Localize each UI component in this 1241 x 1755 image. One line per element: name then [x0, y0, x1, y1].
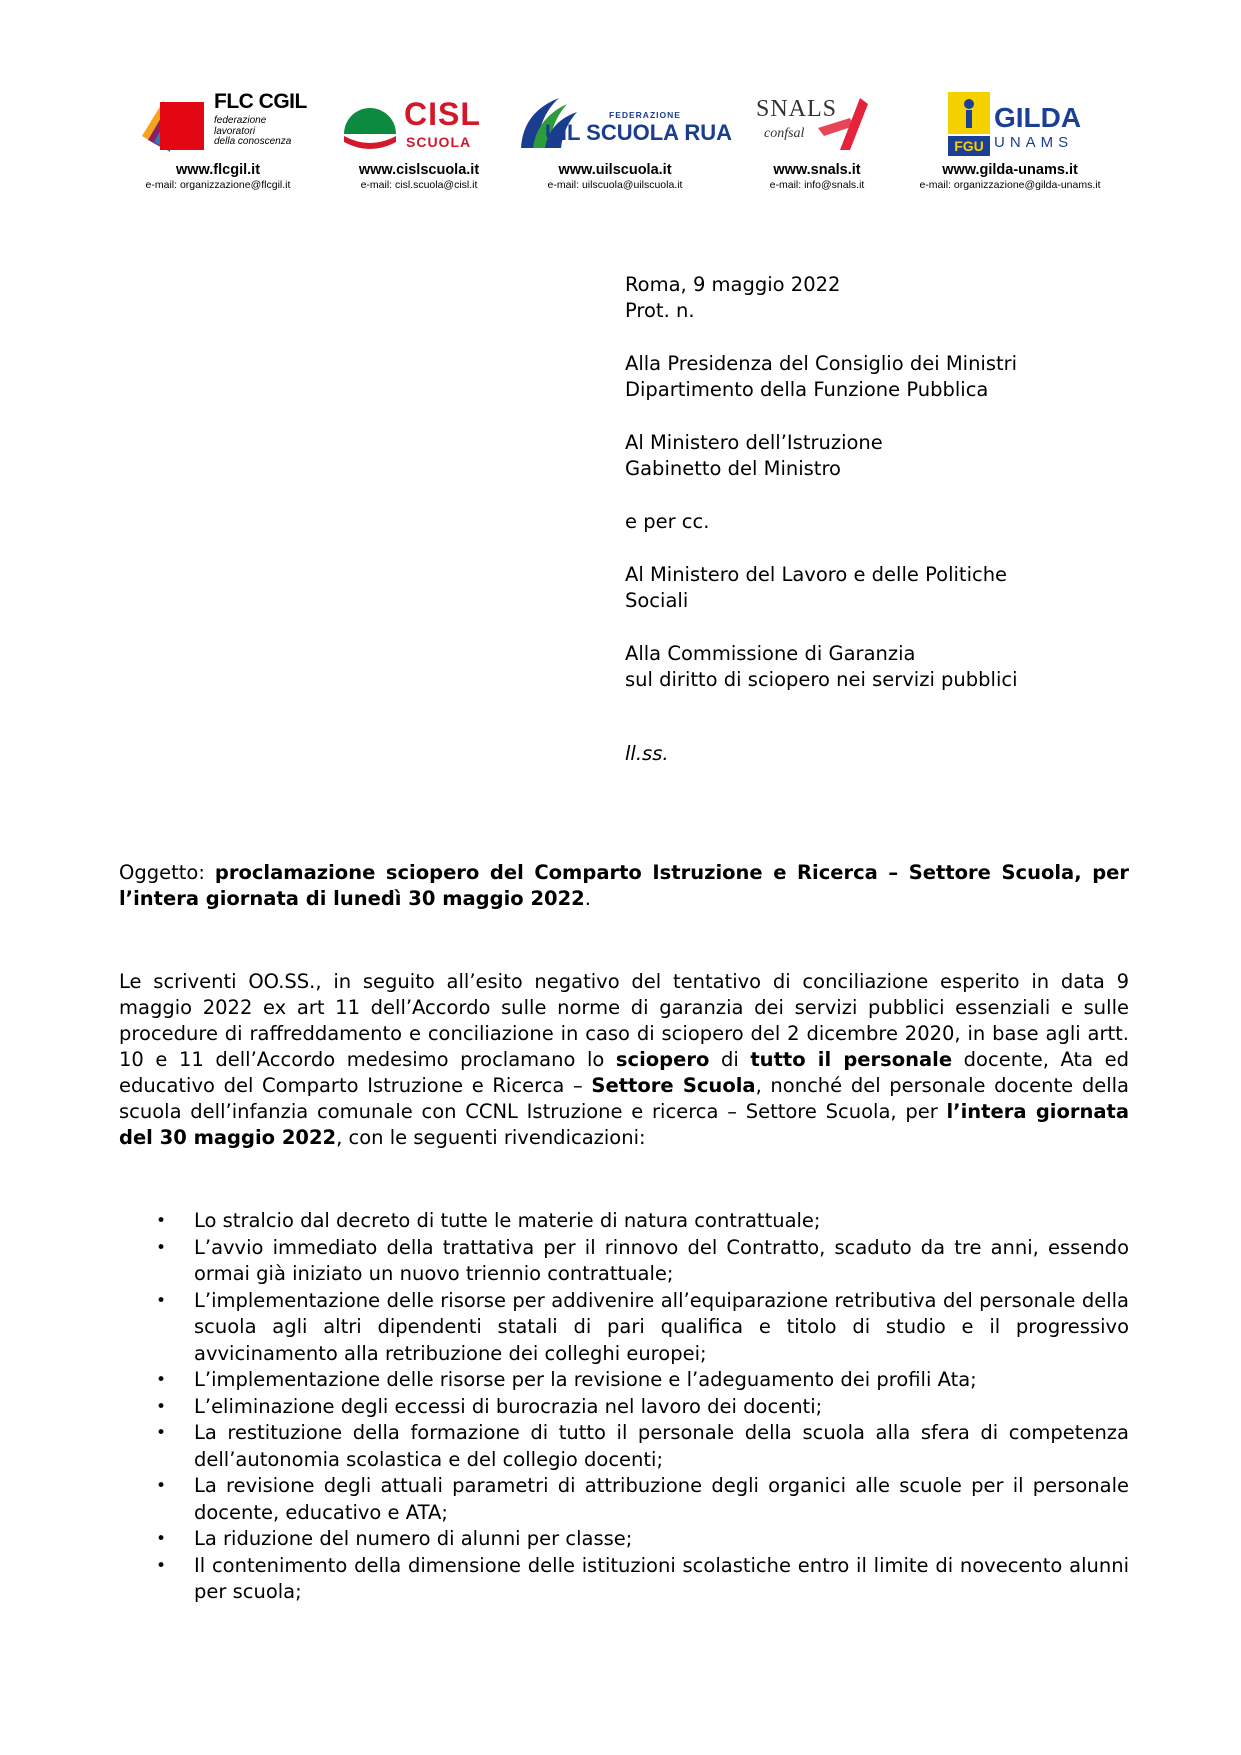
flcgil-title: FLC CGIL [214, 90, 307, 113]
list-item: • La restituzione della formazione di tutto il personale della scuola alla sfera di competenza dell’autonomia scolastica e del collegio docenti; [119, 1420, 1129, 1473]
snals-website[interactable]: www.snals.it [773, 162, 861, 178]
cisl-title: CISL [404, 96, 481, 132]
list-item: • La riduzione del numero di alunni per classe; [119, 1526, 1129, 1553]
subject-text: proclamazione sciopero del Comparto Istruzione e Ricerca – Settore Scuola, per l’intera giornata di lunedì 30 maggio 2022 [119, 861, 1129, 910]
recipient-presidenza-dept: Dipartimento della Funzione Pubblica [625, 378, 989, 401]
cisl-logo-icon [342, 98, 398, 154]
bold-sciopero: sciopero [615, 1048, 710, 1071]
place-date: Roma, 9 maggio 2022 [625, 273, 841, 296]
flcgil-website[interactable]: www.flcgil.it [175, 162, 261, 178]
bold-intera-giornata: l’intera giornata del 30 maggio 2022 [119, 1100, 1129, 1149]
logo-cisl [334, 84, 504, 192]
logo-uil [515, 84, 732, 192]
cc-label: e per cc. [625, 510, 710, 533]
recipient-ministero-lavoro: Al Ministero del Lavoro e delle Politiche [625, 563, 1008, 586]
addressee-block [625, 272, 1125, 767]
recipient-commissione: Alla Commissione di Garanzia [625, 642, 916, 665]
list-item: • L’implementazione delle risorse per la revisione e l’adeguamento dei profili Ata; [119, 1367, 1129, 1394]
protocol-number: Prot. n. [625, 299, 695, 322]
list-item: • Lo stralcio dal decreto di tutte le materie di natura contrattuale; [119, 1208, 1129, 1235]
body-paragraph: Le scriventi OO.SS., in seguito all’esito negativo del tentativo di conciliazione esperito in data 9 maggio 2022 ex art 11 dell’Accordo sulle norme di garanzia dei servizi pubblici essenziali e sulle procedure di raffreddamento e conciliazione in caso di sciopero del 2 dicembre 2020, in base agli artt. 10 e 11 dell’Accordo medesimo proclamano lo sciopero di tutto il personale docente, Ata ed educativo del Comparto Istruzione e Ricerca – Settore Scuola, nonché del personale docente della scuola dell’infanzia comunale con CCNL Istruzione e ricerca – Settore Scuola, per l’intera giornata del 30 maggio 2022, con le seguenti rivendicazioni: [119, 970, 1130, 1149]
cisl-subtitle: SCUOLA [406, 134, 472, 150]
list-item: • Il contenimento della dimensione delle istituzioni scolastiche entro il limite di novecento alunni per scuola; [119, 1553, 1129, 1606]
subject-line [119, 860, 1129, 912]
list-item: • L’implementazione delle risorse per addivenire all’equiparazione retributiva del personale della scuola agli altri dipendenti statali di pari qualifica e titolo di studio e il progressivo avvicinamento alla retribuzione dei colleghi europei; [119, 1288, 1129, 1368]
gilda-email[interactable]: e-mail: organizzazione@gilda-unams.it [919, 179, 1101, 191]
uil-email[interactable]: e-mail: uilscuola@uilscuola.it [547, 179, 683, 191]
subject-end: . [584, 887, 591, 910]
subject-label: Oggetto: [119, 861, 205, 884]
bold-tutto-il-personale: tutto il personale [750, 1048, 953, 1071]
logo-flcgil [118, 84, 318, 192]
flcgil-email[interactable]: e-mail: organizzazione@flcgil.it [145, 179, 291, 191]
logo-gilda [910, 84, 1110, 192]
uil-website[interactable]: www.uilscuola.it [558, 162, 672, 178]
snals-subtitle: confsal [764, 126, 805, 141]
gilda-title: GILDA [994, 102, 1082, 133]
cisl-website[interactable]: www.cislscuola.it [358, 162, 480, 178]
closing-llss: ll.ss. [625, 742, 669, 765]
gilda-mark-text: FGU [954, 138, 984, 154]
list-item: • La revisione degli attuali parametri di attribuzione degli organici alle scuole per il personale docente, educativo e ATA; [119, 1473, 1129, 1526]
logo-snals [752, 84, 882, 192]
flcgil-subtitle: federazione lavoratori della conoscenza [214, 115, 292, 147]
bold-settore-scuola: Settore Scuola [591, 1074, 756, 1097]
uil-title: UIL SCUOLA RUA [545, 120, 732, 145]
gilda-subtitle: UNAMS [994, 134, 1074, 151]
snals-title: SNALS [756, 96, 838, 122]
recipient-ministero-istruzione: Al Ministero dell’Istruzione [625, 431, 883, 454]
flcgil-logo-icon [138, 96, 206, 152]
snals-logo-icon [810, 94, 872, 152]
snals-email[interactable]: e-mail: info@snals.it [769, 179, 865, 191]
list-item: • L’eliminazione degli eccessi di burocrazia nel lavoro dei docenti; [119, 1394, 1129, 1421]
recipient-gabinetto: Gabinetto del Ministro [625, 457, 841, 480]
claims-list [119, 1208, 1129, 1606]
recipient-commissione-cont: sul diritto di sciopero nei servizi pubblici [625, 668, 1018, 691]
cisl-email[interactable]: e-mail: cisl.scuola@cisl.it [360, 179, 478, 191]
uil-federazione: FEDERAZIONE [609, 110, 681, 120]
recipient-ministero-lavoro-cont: Sociali [625, 589, 689, 612]
gilda-website[interactable]: www.gilda-unams.it [942, 162, 1078, 178]
list-item: • L’avvio immediato della trattativa per il rinnovo del Contratto, scaduto da tre anni, essendo ormai già iniziato un nuovo triennio contrattuale; [119, 1235, 1129, 1288]
recipient-presidenza: Alla Presidenza del Consiglio dei Ministri [625, 352, 1018, 375]
gilda-logo-icon [948, 92, 990, 156]
